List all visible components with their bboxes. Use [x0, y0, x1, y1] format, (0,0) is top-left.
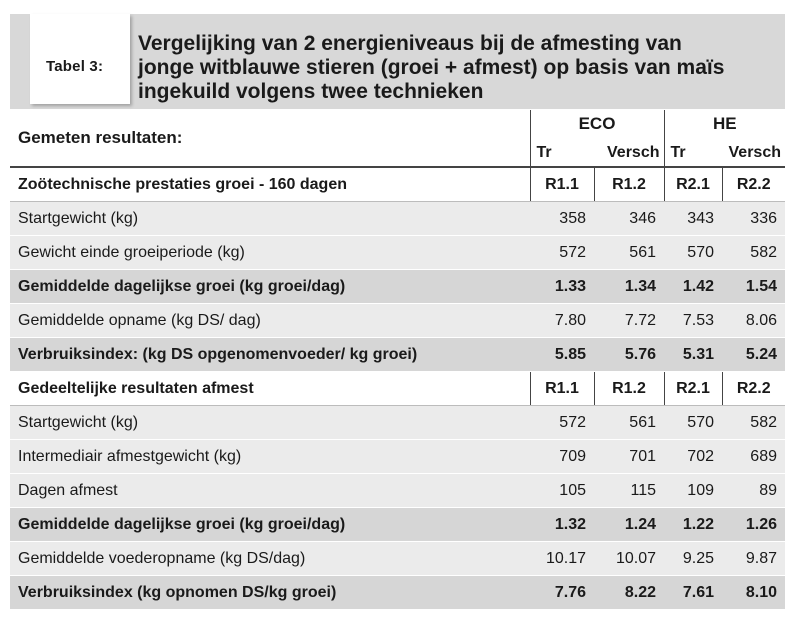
cell-value: 582 — [722, 406, 785, 440]
row-label: Gemiddelde dagelijkse groei (kg groei/dag) — [10, 270, 530, 304]
table-row — [10, 508, 785, 542]
row-label: Startgewicht (kg) — [10, 406, 530, 440]
row-label: Intermediair afmestgewicht (kg) — [10, 440, 530, 474]
table-title-line-1: Vergelijking van 2 energieniveaus bij de afmesting van — [138, 32, 682, 55]
cell-value: 5.76 — [594, 338, 664, 372]
table-title-line-3: ingekuild volgens twee technieken — [138, 80, 484, 103]
cell-value: R2.2 — [722, 167, 785, 202]
cell-value: R1.2 — [594, 372, 664, 406]
cell-value: 689 — [722, 440, 785, 474]
table-row — [10, 338, 785, 372]
cell-value: R1.2 — [594, 167, 664, 202]
section-header-row — [10, 167, 785, 202]
table-row — [10, 440, 785, 474]
table-row — [10, 270, 785, 304]
cell-value: 7.61 — [664, 576, 722, 610]
cell-value: 1.54 — [722, 270, 785, 304]
cell-value: 709 — [530, 440, 594, 474]
sub-header-versch: Versch — [607, 144, 660, 161]
row-label: Gemiddelde opname (kg DS/ dag) — [10, 304, 530, 338]
cell-value: R1.1 — [530, 167, 594, 202]
cell-value: 701 — [594, 440, 664, 474]
cell-value: 115 — [594, 474, 664, 508]
cell-value: 7.53 — [664, 304, 722, 338]
table-row — [10, 406, 785, 440]
table-row — [10, 542, 785, 576]
cell-value: 702 — [664, 440, 722, 474]
header-group-he — [664, 110, 785, 167]
section-header-row — [10, 372, 785, 406]
row-label: Startgewicht (kg) — [10, 202, 530, 236]
header-row-label: Gemeten resultaten: — [10, 110, 530, 167]
cell-value: R2.2 — [722, 372, 785, 406]
row-label: Verbruiksindex: (kg DS opgenomenvoeder/ kg groei) — [10, 338, 530, 372]
results-table — [10, 110, 785, 610]
sub-header-versch: Versch — [728, 144, 781, 161]
group-name: ECO — [578, 114, 616, 133]
cell-value: 9.87 — [722, 542, 785, 576]
cell-value: 5.85 — [530, 338, 594, 372]
sub-header-tr: Tr — [536, 144, 552, 161]
cell-value: 8.10 — [722, 576, 785, 610]
cell-value: 582 — [722, 236, 785, 270]
group-name: HE — [712, 114, 737, 133]
cell-value: 8.06 — [722, 304, 785, 338]
table-row — [10, 474, 785, 508]
table-number-tab — [30, 14, 130, 104]
cell-value: 570 — [664, 236, 722, 270]
cell-value: 561 — [594, 236, 664, 270]
table-title-line-2: jonge witblauwe stieren (groei + afmest) op basis van maïs — [138, 56, 725, 79]
cell-value: 7.76 — [530, 576, 594, 610]
cell-value: 346 — [594, 202, 664, 236]
cell-value: 1.42 — [664, 270, 722, 304]
cell-value: R2.1 — [664, 167, 722, 202]
cell-value: 89 — [722, 474, 785, 508]
header-group-eco — [530, 110, 664, 167]
table-row — [10, 576, 785, 610]
cell-value: 105 — [530, 474, 594, 508]
row-label: Gedeeltelijke resultaten afmest — [10, 372, 530, 406]
cell-value: 572 — [530, 236, 594, 270]
cell-value: 570 — [664, 406, 722, 440]
cell-value: 109 — [664, 474, 722, 508]
cell-value: 1.24 — [594, 508, 664, 542]
cell-value: 8.22 — [594, 576, 664, 610]
row-label: Dagen afmest — [10, 474, 530, 508]
row-label: Verbruiksindex (kg opnomen DS/kg groei) — [10, 576, 530, 610]
cell-value: 5.24 — [722, 338, 785, 372]
cell-value: 1.33 — [530, 270, 594, 304]
table-body — [10, 167, 785, 610]
cell-value: 7.72 — [594, 304, 664, 338]
table-row — [10, 236, 785, 270]
cell-value: 561 — [594, 406, 664, 440]
cell-value: 1.26 — [722, 508, 785, 542]
row-label: Gemiddelde dagelijkse groei (kg groei/dag) — [10, 508, 530, 542]
cell-value: 7.80 — [530, 304, 594, 338]
cell-value: 336 — [722, 202, 785, 236]
table-title — [138, 32, 788, 104]
cell-value: 343 — [664, 202, 722, 236]
row-label: Gemiddelde voederopname (kg DS/dag) — [10, 542, 530, 576]
table-title-box — [10, 14, 785, 109]
cell-value: R2.1 — [664, 372, 722, 406]
cell-value: 1.34 — [594, 270, 664, 304]
cell-value: 9.25 — [664, 542, 722, 576]
cell-value: 10.07 — [594, 542, 664, 576]
cell-value: 5.31 — [664, 338, 722, 372]
sub-header-tr: Tr — [670, 144, 686, 161]
cell-value: 1.32 — [530, 508, 594, 542]
row-label: Gewicht einde groeiperiode (kg) — [10, 236, 530, 270]
table-number-label: Tabel 3: — [46, 58, 104, 75]
table-row — [10, 304, 785, 338]
cell-value: 10.17 — [530, 542, 594, 576]
row-label: Zoötechnische prestaties groei - 160 dagen — [10, 167, 530, 202]
table-row — [10, 202, 785, 236]
cell-value: 1.22 — [664, 508, 722, 542]
cell-value: 572 — [530, 406, 594, 440]
header-row — [10, 110, 785, 167]
cell-value: R1.1 — [530, 372, 594, 406]
cell-value: 358 — [530, 202, 594, 236]
